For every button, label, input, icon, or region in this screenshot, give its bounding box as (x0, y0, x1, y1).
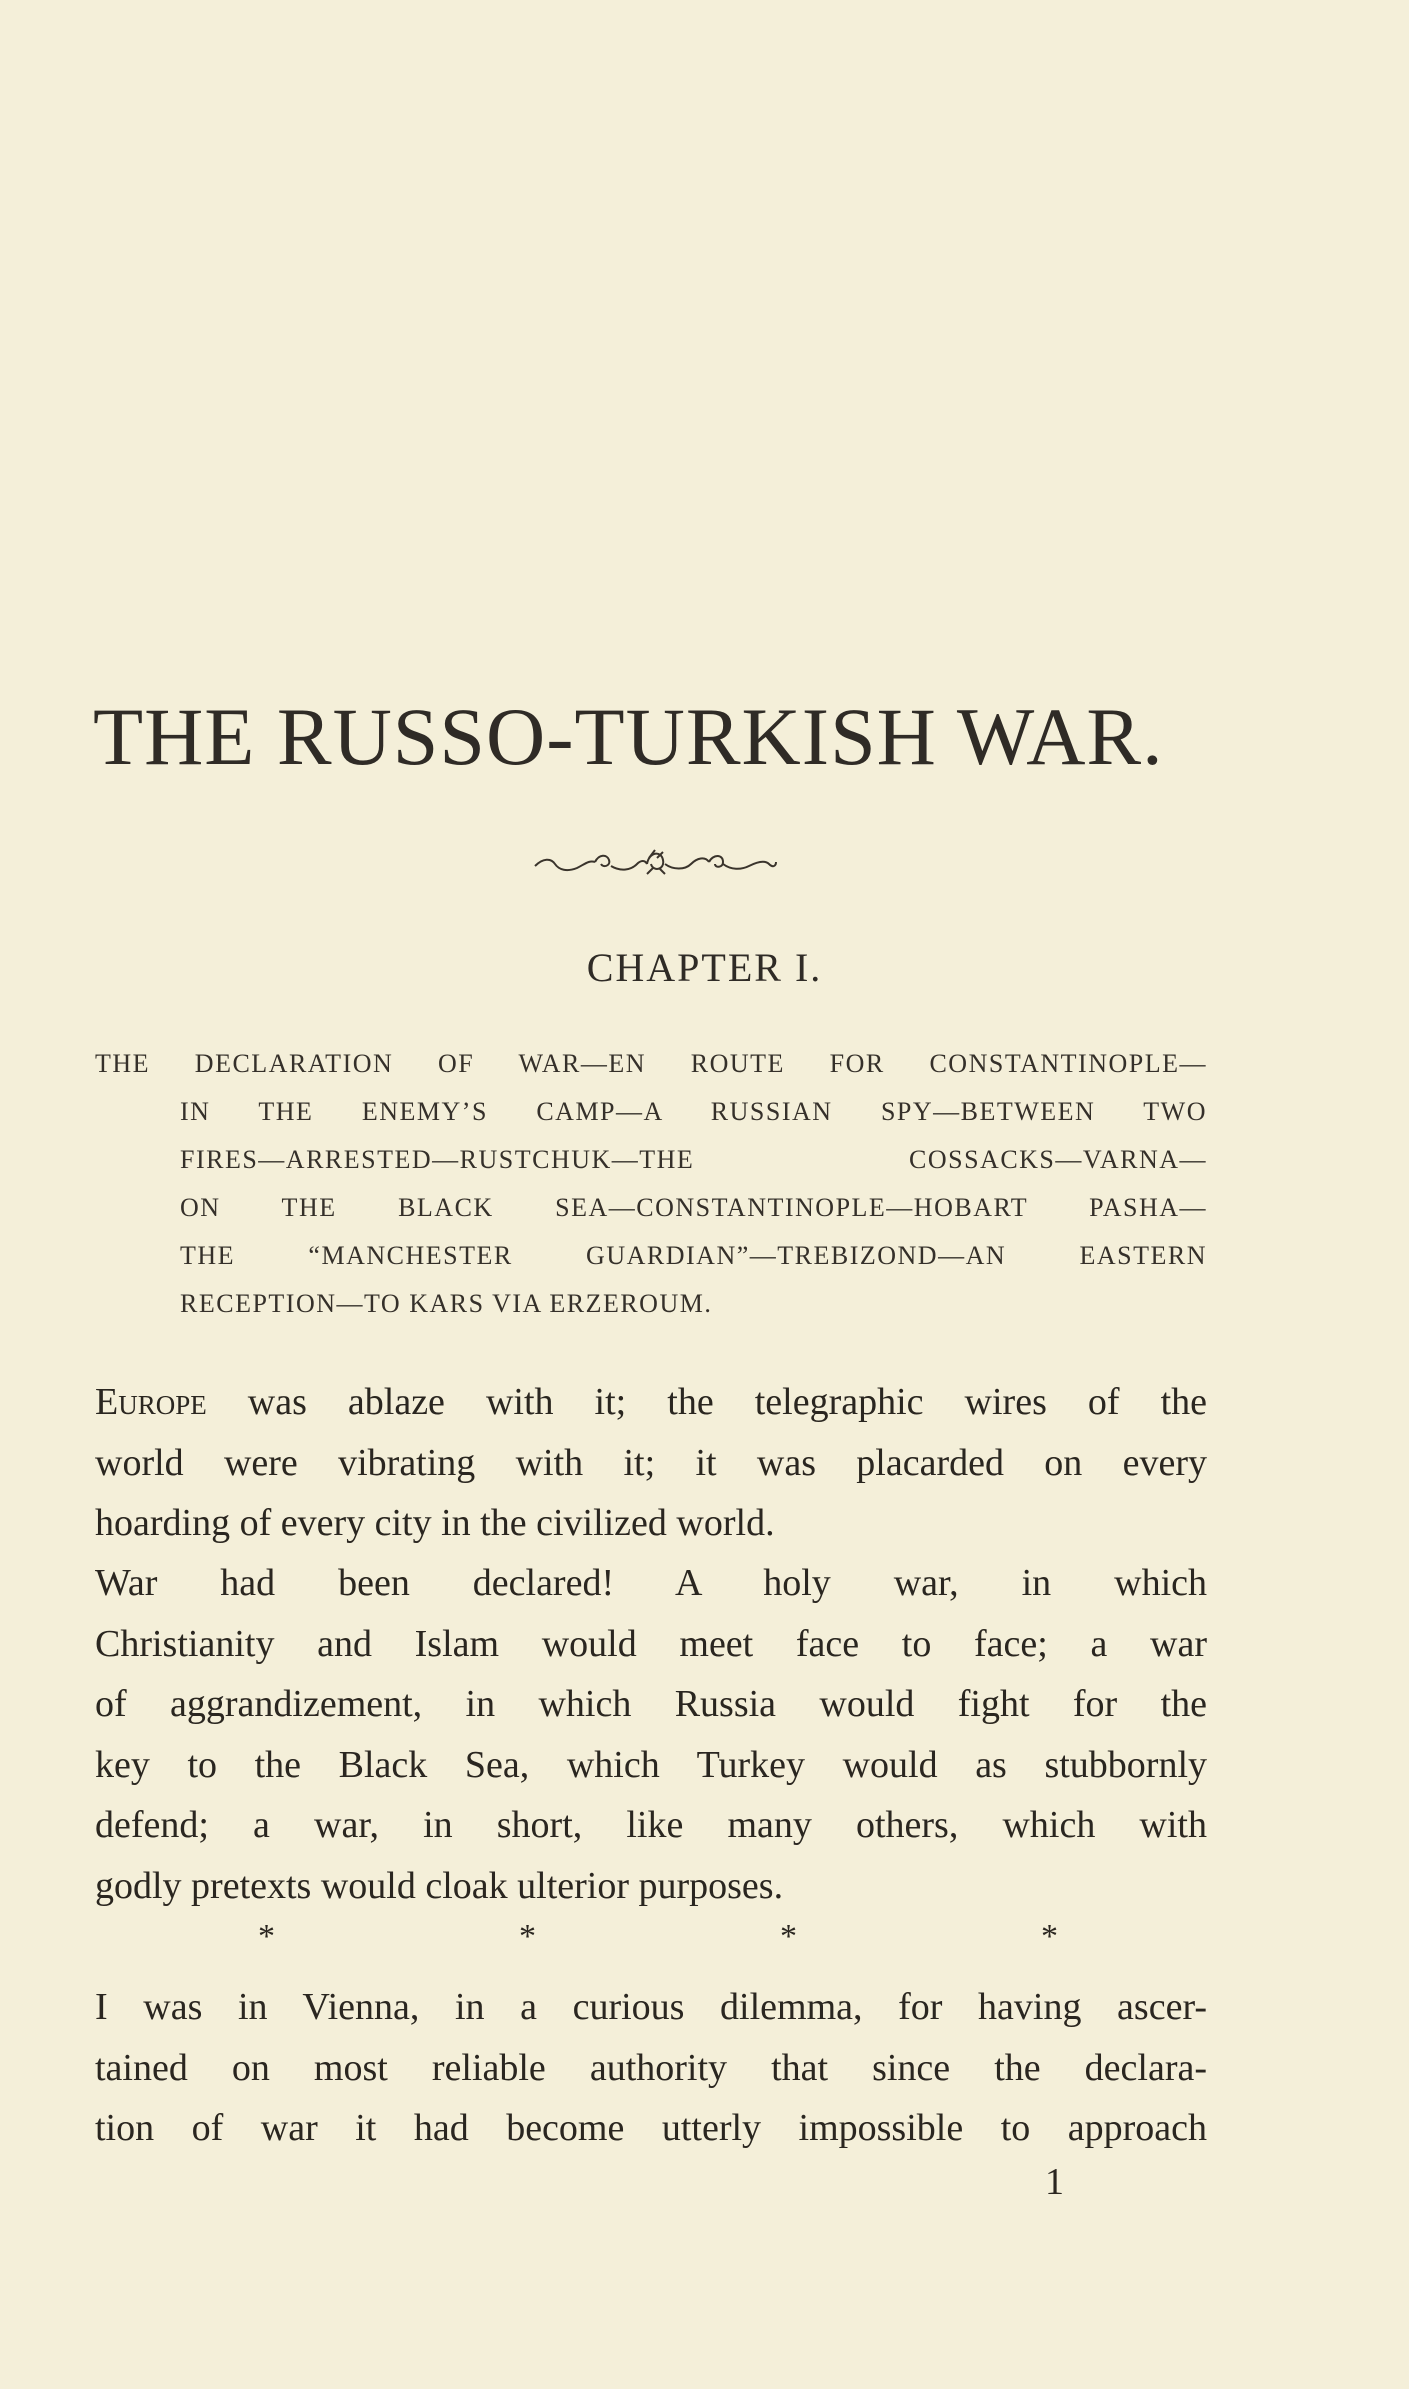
ornamental-divider-icon (533, 846, 778, 882)
body-line: world were vibrating with it; it was placarded on every (95, 1441, 1207, 1484)
synopsis-line: THE DECLARATION OF WAR—EN ROUTE FOR CONSTANTINOPLE— (95, 1049, 1207, 1078)
body-line: Christianity and Islam would meet face to face; a war (95, 1622, 1207, 1665)
page-number: 1 (1045, 2161, 1064, 2203)
body-line: tained on most reliable authority that since the declara- (95, 2046, 1207, 2089)
body-line: defend; a war, in short, like many others, which with (95, 1804, 1207, 1846)
body-line: key to the Black Sea, which Turkey would as stubbornly (95, 1743, 1207, 1786)
asterisk-icon: * (1041, 1918, 1058, 1955)
lead-word: Europe (95, 1381, 207, 1423)
body-line: tion of war it had become utterly impossible to approach (95, 2107, 1207, 2149)
body-line: of aggrandizement, in which Russia would fight for the (95, 1683, 1207, 1725)
paragraph-3 (95, 1977, 1207, 2159)
body-line (95, 1372, 1207, 1433)
body-line: godly pretexts would cloak ulterior purposes. (95, 1864, 784, 1907)
synopsis-line: ON THE BLACK SEA—CONSTANTINOPLE—HOBART PASHA— (180, 1193, 1207, 1222)
lead-line-rest: was ablaze with it; the telegraphic wires of the (206, 1381, 1207, 1423)
paragraph-1 (95, 1372, 1207, 1554)
asterisk-icon: * (258, 1918, 275, 1955)
body-line: I was in Vienna, in a curious dilemma, for having ascer- (95, 1986, 1207, 2028)
synopsis-line: RECEPTION—TO KARS VIA ERZEROUM. (180, 1289, 713, 1318)
asterisk-icon: * (780, 1918, 797, 1955)
body-line: hoarding of every city in the civilized world. (95, 1502, 775, 1544)
chapter-heading: CHAPTER I. (586, 945, 823, 990)
body-line: War had been declared! A holy war, in which (95, 1562, 1207, 1604)
paragraph-2 (95, 1553, 1207, 1916)
section-break (258, 1918, 1058, 1956)
synopsis-line: IN THE ENEMY’S CAMP—A RUSSIAN SPY—BETWEEN TWO (180, 1097, 1207, 1126)
book-title: THE RUSSO-TURKISH WAR. (93, 691, 1164, 782)
synopsis-line: THE “MANCHESTER GUARDIAN”—TREBIZOND—AN EASTERN (180, 1241, 1207, 1270)
synopsis-line: FIRES—ARRESTED—RUSTCHUK—THE COSSACKS—VARNA— (180, 1145, 1207, 1174)
chapter-synopsis (95, 1040, 1207, 1328)
asterisk-icon: * (519, 1918, 536, 1955)
